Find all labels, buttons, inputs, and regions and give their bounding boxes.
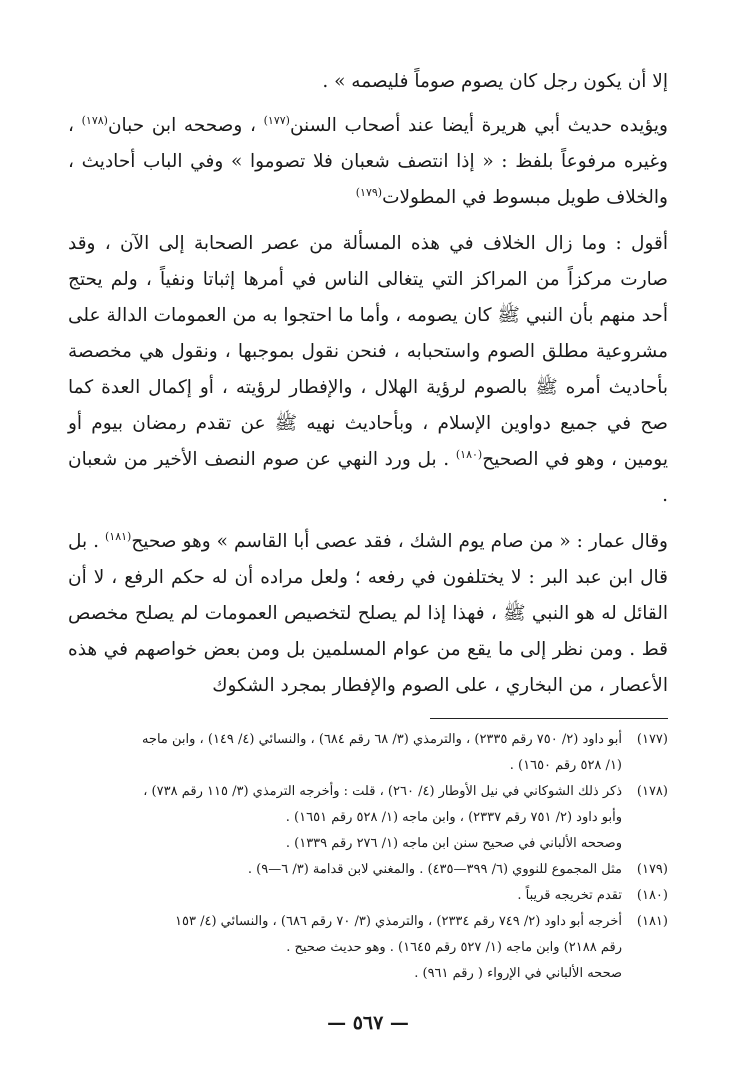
paragraph-2-text-c: ، وغيره مرفوعاً بلفظ : « إذا انتصف شعبان فلا تصوموا » وفي الباب أحاديث ، والخلاف طويل مبسوط في المطولات xyxy=(68,115,668,208)
footnote-line: صححه الألباني في الإرواء ( رقم ٩٦١) . xyxy=(414,966,622,981)
footnote-line: رقم ٢١٨٨) وابن ماجه (١/ ٥٢٧ رقم ١٦٤٥) . وهو حديث صحيح . xyxy=(286,940,622,955)
footnote-ref-178[interactable]: (١٧٨) xyxy=(81,113,108,127)
paragraph-4 xyxy=(68,524,668,704)
footnote-line: (١/ ٥٢٨ رقم ١٦٥٠) . xyxy=(509,758,622,773)
paragraph-1-text: إلا أن يكون رجل كان يصوم صوماً فليصمه » . xyxy=(322,71,668,92)
footnote-180 xyxy=(68,883,668,909)
footnote-text xyxy=(68,909,622,987)
footnote-line: ذكر ذلك الشوكاني في نيل الأوطار (٤/ ٢٦٠) ، قلت : وأخرجه الترمذي (٣/ ١١٥ رقم ٧٣٨) ، xyxy=(143,784,622,799)
paragraph-4-text-b: . بل قال ابن عبد البر : لا يختلفون في رفعه ؛ ولعل مراده أن له حكم الرفع ، لا أن القائل له هو النبي ﷺ ، فهذا إذا لم يصلح لتخصيص العمومات لم يصلح مخصص قط . ومن نظر إلى ما يقع من عوام المسلمين بل ومن بعض خواصهم في هذه الأعصار ، من البخاري ، على الصوم والإفطار بمجرد الشكوك xyxy=(68,531,668,696)
footnote-ref-180[interactable]: (١٨٠) xyxy=(455,447,483,461)
paragraph-4-text-a: وقال عمار : « من صام يوم الشك ، فقد عصى أبا القاسم » وهو صحيح xyxy=(131,531,668,552)
footnote-line: وصححه الألباني في صحيح سنن ابن ماجه (١/ ٢٧٦ رقم ١٣٣٩) . xyxy=(285,836,622,851)
footnotes xyxy=(68,727,668,987)
footnote-ref-179[interactable]: (١٧٩) xyxy=(355,185,383,199)
footnote-number: (١٧٨) xyxy=(636,784,668,799)
book-page xyxy=(68,64,668,1064)
footnote-number: (١٨٠) xyxy=(636,888,668,903)
footnote-text xyxy=(68,727,622,779)
paragraph-2 xyxy=(68,108,668,216)
main-text xyxy=(68,64,668,704)
footnote-178 xyxy=(68,779,668,857)
footnote-179 xyxy=(68,857,668,883)
footnote-ref-181[interactable]: (١٨١) xyxy=(104,529,132,543)
footnote-text xyxy=(68,883,622,909)
page-number: — ٥٦٧ — xyxy=(327,1012,409,1034)
footnote-separator xyxy=(430,718,668,719)
footnote-text xyxy=(68,857,622,883)
footnote-text xyxy=(68,779,622,857)
footnote-line: تقدم تخريجه قريباً . xyxy=(517,888,622,903)
footnote-number: (١٨١) xyxy=(636,914,668,929)
paragraph-2-text-a: ويؤيده حديث أبي هريرة أيضا عند أصحاب السنن xyxy=(289,115,668,136)
footnote-line: مثل المجموع للنووي (٦/ ٣٩٩—٤٣٥) . والمغني لابن قدامة (٣/ ٦—٩) . xyxy=(247,862,622,877)
footnote-line: وأبو داود (٢/ ٧٥١ رقم ٢٣٣٧) ، وابن ماجه (١/ ٥٢٨ رقم ١٦٥١) . xyxy=(285,810,622,825)
paragraph-3 xyxy=(68,226,668,514)
paragraph-3-text-a: أقول : وما زال الخلاف في هذه المسألة من عصر الصحابة إلى الآن ، وقد صارت مركزاً من المراكز التي يتغالى الناس في أمرها إثباتا ونفياً ، ولم يحتج أحد منهم بأن النبي ﷺ كان يصومه ، وأما ما احتجوا به من العمومات الدالة على مشروعية مطلق الصوم واستحبابه ، فنحن نقول بموجبها ، ونقول هي مخصصة بأحاديث أمره ﷺ بالصوم لرؤية الهلال ، والإفطار لرؤيته ، أو إكمال العدة كما صح في جميع دواوين الإسلام ، وبأحاديث نهيه ﷺ عن تقدم رمضان بيوم أو يومين ، وهو في الصحيح xyxy=(68,233,669,470)
footnote-line: أخرجه أبو داود (٢/ ٧٤٩ رقم ٢٣٣٤) ، والترمذي (٣/ ٧٠ رقم ٦٨٦) ، والنسائي (٤/ ١٥٣ xyxy=(174,914,622,929)
footnote-181 xyxy=(68,909,668,987)
paragraph-2-text-b: ، وصححه ابن حبان xyxy=(107,115,264,136)
footnote-ref-177[interactable]: (١٧٧) xyxy=(263,113,290,127)
paragraph-1 xyxy=(68,64,668,100)
paragraph-3-text-b: . بل ورد النهي عن صوم النصف الأخير من شعبان . xyxy=(68,449,668,506)
footnote-number: (١٧٧) xyxy=(636,732,668,747)
footnote-line: أبو داود (٢/ ٧٥٠ رقم ٢٣٣٥) ، والترمذي (٣/ ٦٨ رقم ٦٨٤) ، والنسائي (٤/ ١٤٩) ، وابن ماجه xyxy=(141,732,622,747)
footnote-number: (١٧٩) xyxy=(636,862,668,877)
footnote-177 xyxy=(68,727,668,779)
